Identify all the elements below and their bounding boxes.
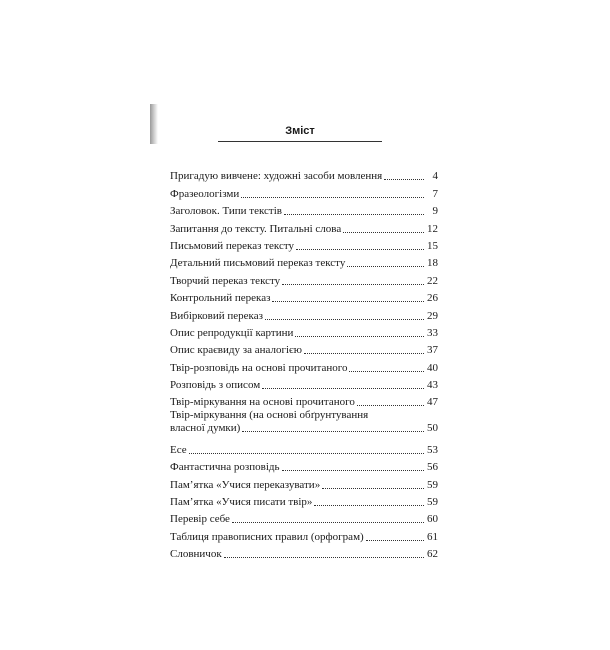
dot-leader <box>304 352 424 354</box>
toc-entry-page: 29 <box>427 309 438 322</box>
toc-entry <box>170 340 438 357</box>
toc-entry-page: 9 <box>432 205 438 218</box>
toc-entry <box>170 544 438 561</box>
toc-entry <box>170 375 438 392</box>
dot-leader <box>349 370 424 372</box>
toc-entry-label: Опис краєвиду за аналогією <box>170 344 302 357</box>
toc-entry <box>170 201 438 218</box>
toc-entry-page: 43 <box>427 379 438 392</box>
toc-entry <box>170 218 438 235</box>
dot-leader <box>282 469 424 471</box>
title-rule <box>218 141 382 142</box>
dot-leader <box>242 430 424 432</box>
toc-entry <box>170 183 438 200</box>
toc-entry-page: 4 <box>432 170 438 183</box>
dot-leader <box>347 265 424 267</box>
toc-entry-label: Творчий переказ тексту <box>170 274 281 287</box>
toc-entry-label: Запитання до тексту. Питальні слова <box>170 222 342 235</box>
toc-entry-page: 26 <box>427 292 438 305</box>
toc-entry-label: Твір-міркування на основі прочитаного <box>170 396 355 409</box>
toc-entry-label: Вибірковий переказ <box>170 309 263 322</box>
toc-entry-page: 22 <box>427 274 438 287</box>
toc-entry-page: 60 <box>427 513 438 526</box>
toc-entry <box>170 270 438 287</box>
toc-entry-label: Фантастична розповідь <box>170 461 280 474</box>
toc-entry-page: 18 <box>427 257 438 270</box>
toc-entry-label: Пригадую вивчене: художні засоби мовлення <box>170 170 383 183</box>
toc-entry-page: 62 <box>427 548 438 561</box>
dot-leader <box>384 178 424 180</box>
toc-entry <box>170 492 438 509</box>
toc-entry <box>170 166 438 183</box>
toc-entry-page: 56 <box>427 461 438 474</box>
toc-entry <box>170 526 438 543</box>
toc-entry <box>170 305 438 322</box>
toc-entry-label: Твір-міркування (на основі обґрунтування <box>170 409 369 422</box>
toc-entry-page: 61 <box>427 530 438 543</box>
toc-entry-label: Пам’ятка «Учися переказувати» <box>170 478 321 491</box>
dot-leader <box>224 556 424 558</box>
toc-entry-page: 40 <box>427 361 438 374</box>
toc-entry-label: Письмовий переказ тексту <box>170 239 295 252</box>
dot-leader <box>284 213 424 215</box>
dot-leader <box>296 248 424 250</box>
dot-leader <box>366 539 424 541</box>
toc-entry-label: Контрольний переказ <box>170 292 271 305</box>
toc-entry-page: 47 <box>427 396 438 409</box>
dot-leader <box>189 452 424 454</box>
toc-entry-label: Детальний письмовий переказ тексту <box>170 257 346 270</box>
toc-entry-label: Опис репродукції картини <box>170 326 294 339</box>
toc-entry-page: 7 <box>432 187 438 200</box>
dot-leader <box>232 521 424 523</box>
toc-entry-label: Пам’ятка «Учися писати твір» <box>170 496 313 509</box>
dot-leader <box>265 318 424 320</box>
toc-entry-label: Перевір себе <box>170 513 230 526</box>
toc-entry-page: 37 <box>427 344 438 357</box>
toc-entry-label-continued: власної думки) <box>170 422 241 435</box>
toc-entry <box>170 357 438 374</box>
toc-entry-label: Таблиця правописних правил (орфограм) <box>170 530 364 543</box>
dot-leader <box>295 335 424 337</box>
toc-entry <box>170 392 438 409</box>
dot-leader <box>357 404 424 406</box>
toc-entry <box>170 236 438 253</box>
dot-leader <box>272 300 424 302</box>
toc-entry <box>170 439 438 456</box>
toc-entry-label: Словничок <box>170 548 222 561</box>
toc-entry-label: Есе <box>170 443 187 456</box>
toc-entry-label: Заголовок. Типи текстів <box>170 205 282 218</box>
toc-entry-page: 50 <box>427 422 438 435</box>
dot-leader <box>343 231 424 233</box>
toc-entry <box>170 474 438 491</box>
toc-entry <box>170 288 438 305</box>
toc-entry-page: 15 <box>427 239 438 252</box>
toc-entry-label: Фразеологізми <box>170 187 240 200</box>
toc-entry-page: 59 <box>427 496 438 509</box>
toc-entry-label: Розповідь з описом <box>170 379 261 392</box>
dot-leader <box>322 487 424 489</box>
toc-entry-page: 59 <box>427 478 438 491</box>
toc-entry <box>170 457 438 474</box>
toc-header <box>218 124 382 142</box>
dot-leader <box>262 387 424 389</box>
toc-title: Зміст <box>285 125 315 137</box>
dot-leader <box>282 283 424 285</box>
page-edge-shadow <box>150 104 158 144</box>
toc-entry <box>170 509 438 526</box>
toc-entry <box>170 323 438 340</box>
toc-entry-label: Твір-розповідь на основі прочитаного <box>170 361 348 374</box>
toc-entry-page: 53 <box>427 443 438 456</box>
toc-entry-page: 33 <box>427 326 438 339</box>
table-of-contents <box>170 166 438 561</box>
toc-entry <box>170 253 438 270</box>
dot-leader <box>314 504 424 506</box>
toc-entry-page: 12 <box>427 222 438 235</box>
dot-leader <box>241 196 424 198</box>
toc-entry <box>170 409 438 439</box>
